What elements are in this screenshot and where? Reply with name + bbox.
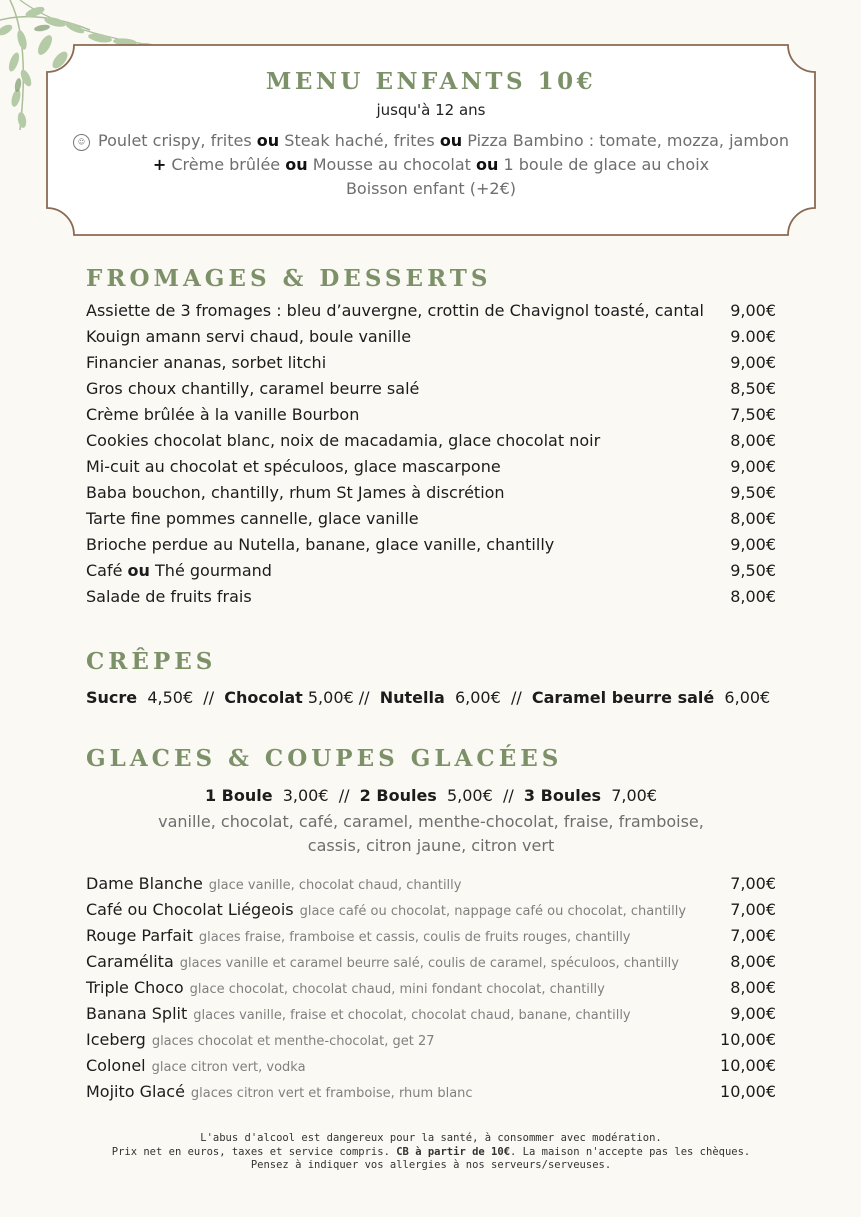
kids-menu-subtitle: jusqu'à 12 ans [376, 101, 486, 119]
kids-menu-mains: ☺ Poulet crispy, frites ou Steak haché, frites ou Pizza Bambino : tomate, mozza, jambon [46, 129, 816, 153]
list-item: Brioche perdue au Nutella, banane, glace vanille, chantilly 9,00€ [86, 535, 776, 554]
list-item: Caramélita glaces vanille et caramel beurre salé, coulis de caramel, spéculoos, chantilly 8,00€ [86, 952, 776, 971]
list-item: Kouign amann servi chaud, boule vanille 9.00€ [86, 327, 776, 346]
list-item: Mi-cuit au chocolat et spéculoos, glace mascarpone 9,00€ [86, 457, 776, 476]
list-item: Baba bouchon, chantilly, rhum St James à discrétion 9,50€ [86, 483, 776, 502]
coupes-list [86, 871, 776, 1105]
boules-prices: 1 Boule 3,00€ // 2 Boules 5,00€ // 3 Boules 7,00€ [204, 786, 658, 805]
crepes-title: CRÊPES [86, 648, 217, 675]
list-item-cafe-gourmand: Café ou Thé gourmand 9,50€ [86, 561, 776, 580]
list-item: Salade de fruits frais 8,00€ [86, 587, 776, 606]
kids-menu [46, 44, 816, 236]
crepes-prices: Sucre 4,50€ // Chocolat 5,00€ // Nutella 6,00€ // Caramel beurre salé 6,00€ [86, 688, 771, 707]
list-item: Cookies chocolat blanc, noix de macadamia, glace chocolat noir 8,00€ [86, 431, 776, 450]
list-item: Financier ananas, sorbet litchi 9,00€ [86, 353, 776, 372]
list-item: Dame Blanche glace vanille, chocolat chaud, chantilly 7,00€ [86, 874, 776, 893]
list-item: Crème brûlée à la vanille Bourbon 7,50€ [86, 405, 776, 424]
footer-notice: L'abus d'alcool est dangereux pour la santé, à consommer avec modération. Prix net en euros, taxes et service compris. CB à partir de 10€. La maison n'accepte pas les chèques. Pensez à indiquer vos allergies à nos serveurs/serveuses. [111, 1132, 751, 1171]
list-item: Assiette de 3 fromages : bleu d’auvergne, crottin de Chavignol toasté, cantal 9,00€ [86, 301, 776, 320]
kids-menu-drink: Boisson enfant (+2€) [345, 179, 517, 198]
list-item: Gros choux chantilly, caramel beurre salé 8,50€ [86, 379, 776, 398]
ice-cream-flavors: vanille, chocolat, café, caramel, menthe-chocolat, fraise, framboise, cassis, citron jaune, citron vert [158, 812, 704, 855]
list-item: Mojito Glacé glaces citron vert et framboise, rhum blanc 10,00€ [86, 1082, 776, 1101]
kids-menu-title: MENU ENFANTS 10€ [265, 68, 597, 95]
fromages-desserts-list [86, 298, 776, 610]
list-item: Café ou Chocolat Liégeois glace café ou chocolat, nappage café ou chocolat, chantilly 7,00€ [86, 900, 776, 919]
kids-menu-desserts: + Crème brûlée ou Mousse au chocolat ou 1 boule de glace au choix [152, 155, 710, 174]
list-item: Banana Split glaces vanille, fraise et chocolat, chocolat chaud, banane, chantilly 9,00€ [86, 1004, 776, 1023]
fromages-desserts-title: FROMAGES & DESSERTS [86, 265, 492, 292]
glaces-title: GLACES & COUPES GLACÉES [86, 745, 563, 772]
list-item: Tarte fine pommes cannelle, glace vanille 8,00€ [86, 509, 776, 528]
kids-logo-icon: ☺ [73, 134, 90, 151]
list-item: Rouge Parfait glaces fraise, framboise et cassis, coulis de fruits rouges, chantilly 7,00€ [86, 926, 776, 945]
list-item: Colonel glace citron vert, vodka 10,00€ [86, 1056, 776, 1075]
list-item: Iceberg glaces chocolat et menthe-chocolat, get 27 10,00€ [86, 1030, 776, 1049]
list-item: Triple Choco glace chocolat, chocolat chaud, mini fondant chocolat, chantilly 8,00€ [86, 978, 776, 997]
